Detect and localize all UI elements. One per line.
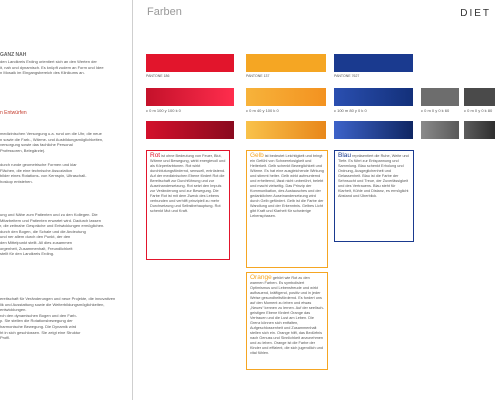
swatch-red-gradient <box>146 88 234 106</box>
swatch-gray-60 <box>421 88 459 106</box>
swatch-orange-solid <box>246 54 326 72</box>
page-title: Farben <box>147 6 182 18</box>
cmyk-gray-60: c 0 m 0 y 0 k 60 <box>421 108 450 113</box>
description-yellow: Gelb ist bedeutet Leichtigkeit und bringt ein Gefühl von Schwerelosigkeit und Heiterkeit. Gelb schenkt Beweglichkeit und Wärme. Es hat eine ausgleichende Wirkung und stimmt heiter. Gelb wirkt aufmunternd und erheiternd, lässt nicht unberührt, belebt und macht vielseitig. Das Prinzip der Kommunikation, des Austausches und der gedanklichen Auseinandersetzung wird durch Gelb gefördert. Gelb ist die Farbe der Wandlung und der Erkenntnis. Gelbes Licht gibt Kraft und Klarheit für schwierige Lebensphasen. <box>246 150 328 268</box>
swatch-gray-80 <box>464 88 495 106</box>
column-divider <box>132 0 133 400</box>
left-paragraph-2: durch runde geometrische Formen und klar Flächen, die eine technische Assoziation bilder eines Rotations- von Kernspin, Ultraschall- hoskop entstehen. <box>0 162 87 184</box>
left-paragraph-4: ereitschaft für Veränderungen und neue Projekte, die innovativen lik und Ausstattung sowie die Weiterbildungsmöglichkeiten, entwicklungen. rch den dynamischen Bogen und den Farb- p. Sie stellen die Rotationsbewegung der harmonische Bewegung. Die Dynamik wird ht in sich geschlossen. Sie zeigt eine Struktur Profil. <box>0 296 116 341</box>
description-blue: Blau repräsentiert die Ruhe, Weite und Tiefe. Es führt zur Entspannung und Sammlung. Blau schenkt Erholung und Ordnung, Ausgeglichenheit und Gelassenheit. Blau ist die Farbe der Sehnsucht und Treue, der Zuverlässigkeit und des Vertrauens. Blau steht für Klarheit, Kühle und Distanz, es ermöglicht Abstand und Überblick. <box>334 150 414 242</box>
swatch-label-blue: PANTONE 7627 <box>334 74 360 78</box>
cmyk-red: c 0 m 100 y 100 k 0 <box>146 108 181 113</box>
description-orange: Orange gehört wie Rot zu den warmen Farben. Es symbolisiert Optimismus und Lebensfreude und wirkt aufbauend, kräftigend, positiv und in jeder Weise gesundheitsfördernd. Es fordert uns auf den Moment zu leben und etwas „Neues“ kennen zu lernen. Auf der seelisch-geistigen Ebene fördert Orange das Vertrauen und die Lust am Leben. Die Grenz können sich entfalten, Aufgeschlossenheit und Zusammenhalt stellen sich ein. Orange hilft, das Bedürfnis nach Genuss und Sinnlichkeit anzunehmen und zu leben. Orange ist die Farbe der Kinder und effizient, die sich jugendlich und vital fühlen. <box>246 272 328 370</box>
swatch-blue-deep <box>334 121 413 139</box>
swatch-orange-gradient <box>246 88 326 106</box>
swatch-label-red: PANTONE 186 <box>146 74 170 78</box>
swatch-red-solid <box>146 54 234 72</box>
swatch-gray-80-deep <box>464 121 495 139</box>
left-heading: GANZ NAH <box>0 52 27 58</box>
description-red: Rot ist ohne Bedeutung von Feuer, Blut, Wärme und Bewegung, wirkt energievoll und als Körperfarbtonen. Rot wirkt durchblutungsfördernd, sensuell, entrüstend. Auf der medizinischen Ebene fördert Rot die Bereitschaft zur Durchführung und zur Auseinandersetzung. Rot setzt den Impuls zur Veränderung und zur Bewegung. Die Farbe Rot ist mit dem Zweck des Lebens verbunden und verhilft prinzipiell zu mehr Durchsetzung und Selbstbehauptung. Rot schenkt Mut und Kraft. <box>146 150 230 260</box>
swatch-red-deep <box>146 121 234 139</box>
swatch-blue-gradient <box>334 88 413 106</box>
left-paragraph-1: medizinischen Versorgung u.a. rund um die Uhr, die neue n sowie die Farb-, Wärme- und Ausbildungsmöglichkeiten, versorgung sowie das fachliche Personal Professoren, Belegärzte). <box>0 131 104 153</box>
cmyk-blue: c 100 m 80 y 0 k 0 <box>334 108 367 113</box>
left-intro: den Landkreis Erding orientiert sich an den Werten der it, nah und dynamisch. Es knüpft zudem an Form und Idee n Mosaik im Eingangsbereich des Klinikums an. <box>0 59 104 76</box>
swatch-gray-60-deep <box>421 121 459 139</box>
swatch-label-orange: PANTONE 137 <box>246 74 270 78</box>
left-paragraph-3: ung und Nähe zum Patienten und zu den Kollegen. Die Mitarbeitern und Patienten erwartet wird. Dadurch lassen r, die zeitnahe Gespräche und Entwicklungen ermöglichen. durch den Bogen, die Schale und die Andeutung und ner allem durch den Punkt, der den den Mittelpunkt stellt. All dies zusammen orgenheit, Zusammenhalt, Freundlichkeit stellt für den Landkreis Erding. <box>0 212 105 257</box>
cmyk-orange: c 0 m 40 y 100 k 0 <box>246 108 279 113</box>
left-subheading: n Entwürfen <box>0 110 27 116</box>
swatch-orange-deep <box>246 121 326 139</box>
swatch-blue-solid <box>334 54 413 72</box>
brand-wordmark: DIET <box>460 8 491 19</box>
cmyk-gray-80: c 0 m 0 y 0 k 80 <box>464 108 493 113</box>
